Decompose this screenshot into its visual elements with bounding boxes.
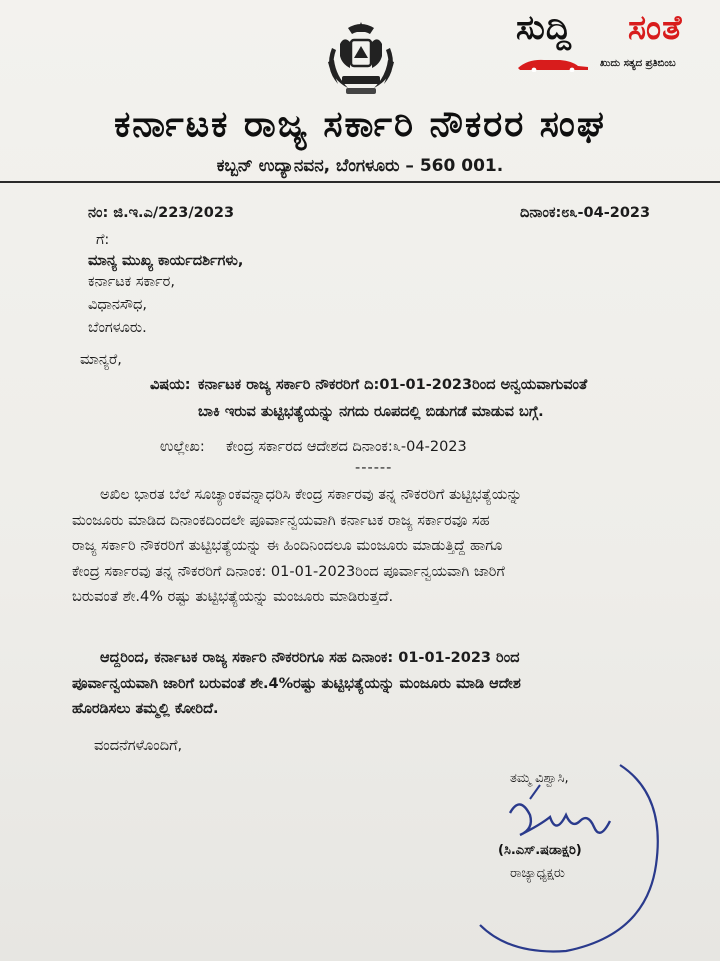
paragraph-line: ಮಂಜೂರು ಮಾಡಿದ ದಿನಾಂಕದಿಂದಲೇ ಪೂರ್ವಾನ್ವಯವಾಗಿ ಕರ್ನಾಟಕ ರಾಜ್ಯ ಸರ್ಕಾರವೂ ಸಹ xyxy=(72,512,490,529)
letterhead-divider xyxy=(0,181,720,183)
signatory-designation: ರಾಜ್ಯಾಧ್ಯಕ್ಷರು xyxy=(510,866,565,881)
letter-date: ದಿನಾಂಕ:೮೩-04-2023 xyxy=(520,205,651,221)
closing: ವಂದನೆಗಳೊಂದಿಗೆ, xyxy=(94,738,183,754)
recipient-line: ಕರ್ನಾಟಕ ಸರ್ಕಾರ, xyxy=(88,274,175,290)
salutation: ಮಾನ್ಯರೆ, xyxy=(80,352,122,368)
reference-text: ಕೇಂದ್ರ ಸರ್ಕಾರದ ಆದೇಶದ ದಿನಾಂಕ:೩-04-2023 xyxy=(226,439,467,455)
paragraph-line: ಆದ್ದರಿಂದ, ಕರ್ನಾಟಕ ರಾಜ್ಯ ಸರ್ಕಾರಿ ನೌಕರರಿಗೂ ಸಹ ದಿನಾಂಕ: 01-01-2023 ರಿಂದ xyxy=(100,650,520,666)
body-paragraph-1 xyxy=(72,487,522,615)
paragraph-line: ಅಖಿಲ ಭಾರತ ಬೆಲೆ ಸೂಚ್ಯಾಂಕವನ್ನಾಧರಿಸಿ ಕೇಂದ್ರ ಸರ್ಕಾರವು ತನ್ನ ನೌಕರರಿಗೆ ತುಟ್ಟಿಭತ್ಯೆಯನ್ನು xyxy=(100,487,523,503)
organization-name: ಕರ್ನಾಟಕ ರಾಜ್ಯ ಸರ್ಕಾರಿ ನೌಕರರ ಸಂಘ xyxy=(114,104,606,145)
subject-label: ವಿಷಯ: xyxy=(150,377,191,393)
separator: ------ xyxy=(355,460,393,476)
recipient-line: ಮಾನ್ಯ ಮುಖ್ಯ ಕಾರ್ಯದರ್ಶಿಗಳು, xyxy=(88,253,244,269)
signature-yours: ತಮ್ಮ ವಿಶ್ವಾಸಿ, xyxy=(510,771,569,786)
to-label: ಗೆ: xyxy=(96,232,110,248)
brand-word-2: ಸಂತೆ xyxy=(628,8,683,48)
car-icon xyxy=(514,56,594,72)
paragraph-line: ಪೂರ್ವಾನ್ವಯವಾಗಿ ಜಾರಿಗೆ ಬರುವಂತೆ ಶೇ.4%ರಷ್ಟು ತುಟ್ಟಿಭತ್ಯೆಯನ್ನು ಮಂಜೂರು ಮಾಡಿ ಆದೇಶ xyxy=(72,675,521,692)
reference-number: ನಂ: ಜಿ.ಇ.ಎ/223/2023 xyxy=(88,205,235,221)
body-paragraph-2 xyxy=(72,650,521,727)
emblem-icon xyxy=(318,18,404,104)
brand-tagline: ಖುದು ಸತ್ಯದ ಪ್ರತಿಬಿಂಬ xyxy=(600,58,676,69)
organization-address: ಕಬ್ಬನ್ ಉದ್ಯಾನವನ, ಬೆಂಗಳೂರು – 560 001. xyxy=(216,156,504,176)
paragraph-line: ರಾಜ್ಯ ಸರ್ಕಾರಿ ನೌಕರರಿಗೆ ತುಟ್ಟಿಭತ್ಯೆಯನ್ನು ಈ ಹಿಂದಿನಿಂದಲೂ ಮಂಜೂರು ಮಾಡುತ್ತಿದ್ದೆ ಹಾಗೂ xyxy=(72,538,503,554)
paragraph-line: ಕೇಂದ್ರ ಸರ್ಕಾರವು ತನ್ನ ನೌಕರರಿಗೆ ದಿನಾಂಕ: 01-01-2023ರಿಂದ ಪೂರ್ವಾನ್ವಯವಾಗಿ ಜಾರಿಗೆ xyxy=(72,563,505,580)
signatory-name: (ಸಿ.ಎಸ್.ಷಡಾಕ್ಷರಿ) xyxy=(498,843,582,858)
recipient-line: ಬೆಂಗಳೂರು. xyxy=(88,320,147,336)
subject-line: ಕರ್ನಾಟಕ ರಾಜ್ಯ ಸರ್ಕಾರಿ ನೌಕರರಿಗೆ ದಿ:01-01-2023ರಿಂದ ಅನ್ವಯವಾಗುವಂತೆ xyxy=(198,377,588,393)
signature-block xyxy=(470,755,670,955)
recipient-line: ವಿಧಾನಸೌಧ, xyxy=(88,297,147,313)
paragraph-line: ಬರುವಂತೆ ಶೇ.4% ರಷ್ಟು ತುಟ್ಟಿಭತ್ಯೆಯನ್ನು ಮಂಜೂರು ಮಾಡಿರುತ್ತದೆ. xyxy=(72,589,394,605)
paragraph-line: ಹೊರಡಿಸಲು ತಮ್ಮಲ್ಲಿ ಕೋರಿದೆ. xyxy=(72,701,219,717)
brand-logo xyxy=(508,6,716,76)
reference-label: ಉಲ್ಲೇಖ: xyxy=(160,439,205,455)
subject-line: ಬಾಕಿ ಇರುವ ತುಟ್ಟಿಭತ್ಯೆಯನ್ನು ನಗದು ರೂಪದಲ್ಲಿ ಬಿಡುಗಡೆ ಮಾಡುವ ಬಗ್ಗೆ. xyxy=(198,404,544,420)
brand-word-1: ಸುದ್ದಿ xyxy=(516,8,572,48)
